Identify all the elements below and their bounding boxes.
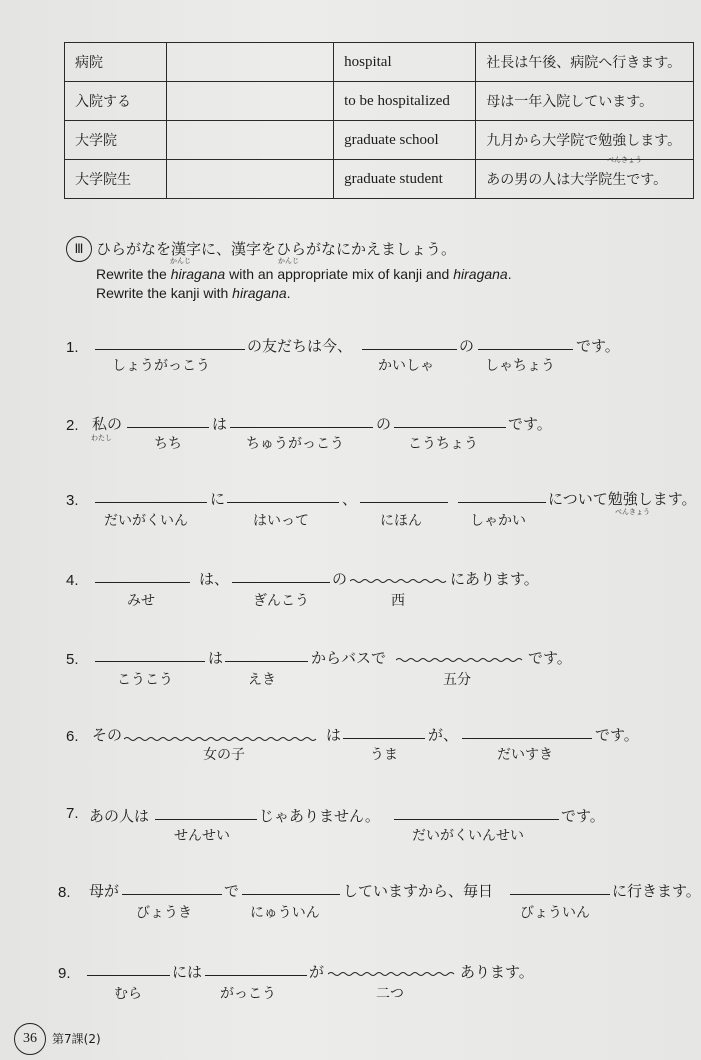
reading-prompt: しょうがっこう — [112, 358, 210, 374]
lesson-label: 第7課(2) — [52, 1032, 101, 1046]
answer-blank[interactable] — [95, 349, 245, 350]
reading-prompt: ぎんこう — [253, 593, 309, 609]
answer-blank[interactable] — [225, 661, 308, 662]
english-instruction-line-2: Rewrite the kanji with hiragana. — [96, 285, 291, 301]
vocab-word: 病院 — [65, 43, 167, 82]
question-text: 私の — [92, 415, 123, 433]
answer-blank[interactable] — [155, 819, 257, 820]
answer-blank[interactable] — [95, 661, 205, 662]
reading-prompt: にほん — [380, 513, 422, 529]
vocab-example: 母は一年入院しています。 — [476, 82, 694, 121]
question-number: 5. — [66, 651, 79, 668]
answer-blank[interactable] — [462, 738, 592, 739]
answer-wavy-line[interactable] — [124, 736, 320, 742]
question-text: の — [332, 570, 348, 588]
answer-blank[interactable] — [205, 975, 307, 976]
answer-blank[interactable] — [394, 427, 506, 428]
vocab-row — [65, 82, 694, 121]
exercise-1 — [0, 335, 701, 395]
question-text: は — [212, 415, 228, 433]
vocab-meaning: to be hospitalized — [334, 82, 476, 121]
reading-prompt: みせ — [127, 593, 155, 609]
reading-prompt: だいがくいん — [104, 513, 188, 529]
vocab-reading-blank[interactable] — [166, 160, 333, 199]
question-text: からバスで — [311, 649, 387, 667]
reading-prompt: えき — [248, 672, 276, 688]
reading-prompt: 二つ — [376, 986, 404, 1002]
question-text: じゃありません。 — [259, 807, 380, 825]
question-number: 9. — [58, 965, 71, 982]
page-number: 36 — [14, 1023, 46, 1055]
vocab-reading-blank[interactable] — [166, 82, 333, 121]
reading-prompt: だいがくいんせい — [412, 828, 524, 844]
answer-blank[interactable] — [394, 819, 559, 820]
question-number: 8. — [58, 884, 71, 901]
question-text: 母が — [89, 882, 120, 900]
exercise-9 — [0, 961, 701, 1021]
answer-blank[interactable] — [230, 427, 373, 428]
answer-blank[interactable] — [95, 582, 190, 583]
english-instruction-line-1: Rewrite the hiragana with an appropriate mix of kanji and hiragana. — [96, 266, 512, 282]
question-text: は — [208, 649, 224, 667]
question-text: です。 — [561, 807, 605, 825]
question-text: です。 — [508, 415, 552, 433]
question-text: に行きます。 — [612, 882, 701, 900]
answer-blank[interactable] — [87, 975, 170, 976]
answer-blank[interactable] — [343, 738, 425, 739]
question-text: は — [326, 726, 342, 744]
question-text: の — [376, 415, 392, 433]
answer-wavy-line[interactable] — [328, 971, 456, 977]
question-text: について勉強します。 — [548, 490, 697, 508]
reading-prompt: 女の子 — [203, 747, 245, 763]
answer-blank[interactable] — [227, 502, 339, 503]
section-number: Ⅲ — [66, 236, 92, 262]
exercise-8 — [0, 880, 701, 940]
vocab-word: 大学院生 — [65, 160, 167, 199]
answer-blank[interactable] — [362, 349, 457, 350]
vocab-reading-blank[interactable] — [166, 121, 333, 160]
furigana-kanji-2: かんじ — [278, 257, 299, 265]
vocab-example: 九月から大学院で勉強します。 — [476, 121, 694, 160]
question-text: が — [309, 963, 325, 981]
vocab-word: 大学院 — [65, 121, 167, 160]
answer-blank[interactable] — [122, 894, 222, 895]
exercise-7 — [0, 805, 701, 865]
question-text: にあります。 — [450, 570, 539, 588]
answer-wavy-line[interactable] — [350, 578, 448, 584]
reading-prompt: 五分 — [443, 672, 471, 688]
reading-prompt: せんせい — [174, 828, 230, 844]
question-text: に — [210, 490, 226, 508]
vocab-example: 社長は午後、病院へ行きます。 — [476, 43, 694, 82]
reading-prompt: びょうき — [136, 905, 192, 921]
answer-blank[interactable] — [127, 427, 209, 428]
question-number: 6. — [66, 728, 79, 745]
vocab-meaning: graduate school — [334, 121, 476, 160]
reading-prompt: うま — [370, 747, 398, 763]
vocabulary-table — [64, 42, 694, 199]
vocab-word: 入院する — [65, 82, 167, 121]
question-text: です。 — [576, 337, 620, 355]
reading-prompt: はいって — [253, 513, 309, 529]
reading-prompt: こうこう — [117, 672, 173, 688]
question-text: の — [459, 337, 475, 355]
vocab-row — [65, 160, 694, 199]
answer-blank[interactable] — [510, 894, 610, 895]
reading-prompt: むら — [114, 986, 142, 1002]
reading-prompt: がっこう — [220, 986, 276, 1002]
question-text: その — [92, 726, 123, 744]
question-text: には — [172, 963, 203, 981]
answer-blank[interactable] — [232, 582, 330, 583]
question-text: の友だちは今、 — [247, 337, 353, 355]
exercise-6 — [0, 724, 701, 784]
japanese-instruction: ひらがなを漢字に、漢字をひらがなにかえましょう。 — [96, 240, 457, 258]
reading-prompt: ちゅうがっこう — [246, 436, 344, 452]
question-text: 、 — [342, 490, 358, 508]
question-text: が、 — [428, 726, 459, 744]
reading-prompt: しゃちょう — [485, 358, 555, 374]
vocab-reading-blank[interactable] — [166, 43, 333, 82]
reading-prompt: こうちょう — [408, 436, 478, 452]
question-text: です。 — [528, 649, 572, 667]
question-text: あの人は — [89, 807, 150, 825]
reading-prompt: 西 — [391, 593, 405, 609]
question-text: です。 — [595, 726, 639, 744]
question-text: あります。 — [460, 963, 534, 981]
reading-prompt: かいしゃ — [378, 358, 434, 374]
answer-blank[interactable] — [95, 502, 207, 503]
question-number: 1. — [66, 339, 79, 356]
answer-blank[interactable] — [458, 502, 546, 503]
furigana-kanji-1: かんじ — [170, 257, 191, 265]
question-number: 4. — [66, 572, 79, 589]
furigana-watashi: わたし — [91, 434, 112, 442]
furigana-benkyou: べんきょう — [615, 508, 650, 516]
answer-blank[interactable] — [360, 502, 448, 503]
answer-blank[interactable] — [478, 349, 573, 350]
reading-prompt: しゃかい — [470, 513, 526, 529]
furigana-benkyou: べんきょう — [607, 156, 642, 164]
answer-blank[interactable] — [242, 894, 340, 895]
reading-prompt: ちち — [154, 436, 182, 452]
question-text: していますから、毎日 — [343, 882, 494, 900]
question-text: は、 — [199, 570, 230, 588]
question-text: で — [224, 882, 240, 900]
reading-prompt: びょういん — [520, 905, 590, 921]
question-number: 3. — [66, 492, 79, 509]
answer-wavy-line[interactable] — [396, 657, 524, 663]
exercise-5 — [0, 647, 701, 707]
vocab-meaning: hospital — [334, 43, 476, 82]
exercise-4 — [0, 568, 701, 628]
reading-prompt: だいすき — [497, 747, 553, 763]
vocab-example: あの男の人は大学院生です。 — [476, 160, 694, 199]
question-number: 7. — [66, 805, 79, 822]
vocab-meaning: graduate student — [334, 160, 476, 199]
vocab-row — [65, 121, 694, 160]
reading-prompt: にゅういん — [250, 905, 320, 921]
question-number: 2. — [66, 417, 79, 434]
vocab-row — [65, 43, 694, 82]
exercise-3 — [0, 488, 701, 548]
exercise-2 — [0, 413, 701, 473]
